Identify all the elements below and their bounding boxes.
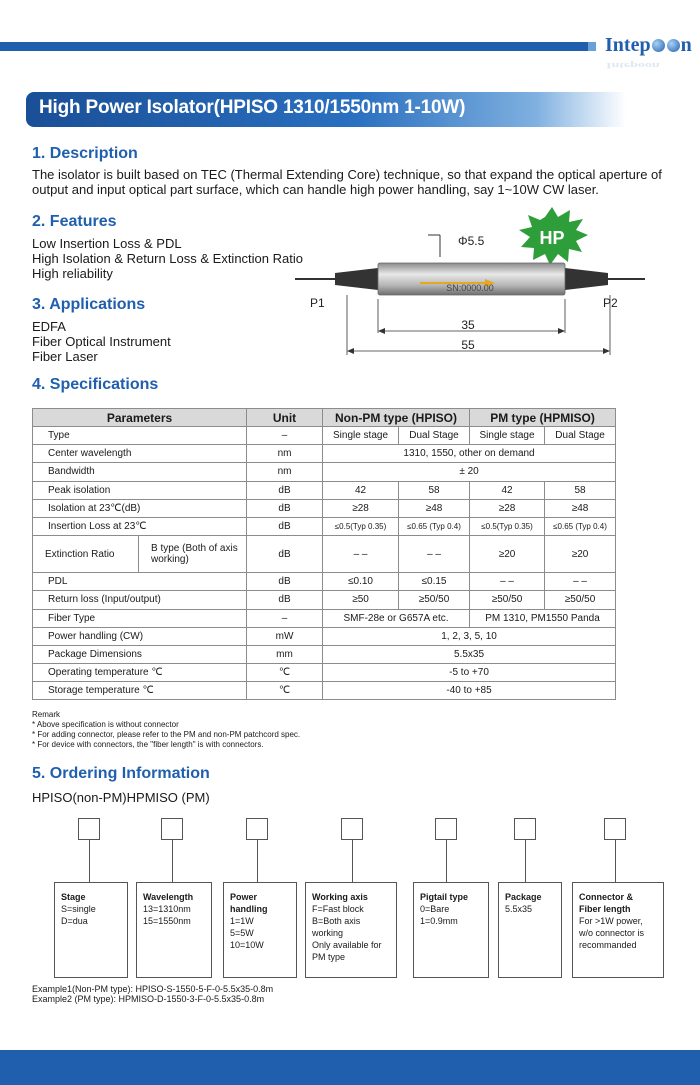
header-pm: PM type (HPMISO) bbox=[470, 409, 616, 427]
header-bar-accent bbox=[588, 42, 596, 51]
table-cell: Center wavelength bbox=[33, 445, 247, 463]
description-heading: 1. Description bbox=[32, 145, 138, 162]
table-cell: dB bbox=[247, 536, 323, 573]
order-card-text: 13=1310nm bbox=[143, 904, 191, 914]
header-bar bbox=[0, 42, 595, 51]
table-cell: SMF-28e or G657A etc. bbox=[323, 609, 470, 627]
table-cell: – – bbox=[399, 536, 470, 573]
table-cell: dB bbox=[247, 499, 323, 517]
table-cell: ≥50/50 bbox=[399, 591, 470, 609]
table-cell: Insertion Loss at 23℃ bbox=[33, 517, 247, 535]
order-card-working-axis bbox=[305, 882, 397, 978]
order-card-text: 5.5x35 bbox=[505, 904, 533, 914]
product-diagram bbox=[290, 205, 650, 370]
table-cell: – – bbox=[545, 573, 616, 591]
logo-text: Intep bbox=[605, 33, 651, 56]
table-cell: PDL bbox=[33, 573, 247, 591]
table-cell: Return loss (Input/output) bbox=[33, 591, 247, 609]
table-cell: -5 to +70 bbox=[323, 664, 616, 682]
table-cell: 42 bbox=[323, 481, 399, 499]
order-card-text: 5=5W bbox=[230, 928, 254, 938]
order-card-text: 10=10W bbox=[230, 940, 264, 950]
ordering-subtitle: HPISO(non-PM)HPMISO (PM) bbox=[32, 790, 210, 805]
order-card-pigtail bbox=[413, 882, 489, 978]
output-fiber bbox=[565, 268, 608, 290]
port2-label: P2 bbox=[603, 296, 618, 310]
order-card-stage bbox=[54, 882, 128, 978]
table-cell: Storage temperature ℃ bbox=[33, 682, 247, 700]
remark-line: * Above specification is without connector bbox=[32, 720, 179, 729]
description-text: The isolator is built based on TEC (Thermal Extending Core) technique, so that expand the optical aperture of output and input optical part surface, which can handle high power handling, say 1~10W CW laser. bbox=[32, 167, 662, 197]
remark-title: Remark bbox=[32, 710, 61, 719]
remark-block bbox=[32, 710, 300, 750]
connector-line bbox=[525, 840, 526, 882]
table-cell: Isolation at 23℃(dB) bbox=[33, 499, 247, 517]
body-label: SN:0000.00 bbox=[446, 283, 494, 293]
order-card-text: Only available for PM type bbox=[312, 940, 382, 962]
table-row bbox=[33, 427, 616, 445]
order-code-box bbox=[341, 818, 363, 840]
feature-item: High reliability bbox=[32, 266, 113, 281]
company-logo bbox=[605, 33, 692, 57]
connector-line bbox=[257, 840, 258, 882]
remark-line: * For adding connector, please refer to the PM and non-PM patchcord spec. bbox=[32, 730, 301, 739]
table-row bbox=[33, 481, 616, 499]
table-cell: – bbox=[247, 427, 323, 445]
order-card-package bbox=[498, 882, 562, 978]
order-card-text: Connector & Fiber length bbox=[579, 892, 633, 914]
table-cell: dB bbox=[247, 481, 323, 499]
table-cell: ≥20 bbox=[470, 536, 545, 573]
table-cell: ≥20 bbox=[545, 536, 616, 573]
table-row bbox=[33, 609, 616, 627]
table-cell: Single stage bbox=[323, 427, 399, 445]
table-cell: mW bbox=[247, 627, 323, 645]
table-cell: Type bbox=[33, 427, 247, 445]
connector-line bbox=[446, 840, 447, 882]
table-cell: – – bbox=[323, 536, 399, 573]
table-cell: Bandwidth bbox=[33, 463, 247, 481]
table-cell: ≥50/50 bbox=[545, 591, 616, 609]
order-code-box bbox=[78, 818, 100, 840]
example-line: Example1(Non-PM type): HPISO-S-1550-5-F-0-5.5x35-0.8m bbox=[32, 984, 274, 994]
table-cell: Dual Stage bbox=[399, 427, 470, 445]
table-cell: PM 1310, PM1550 Panda bbox=[470, 609, 616, 627]
header-parameters: Parameters bbox=[33, 409, 247, 427]
table-cell: 1310, 1550, other on demand bbox=[323, 445, 616, 463]
input-fiber bbox=[335, 268, 378, 290]
order-code-box bbox=[435, 818, 457, 840]
table-cell: – – bbox=[470, 573, 545, 591]
table-header-row bbox=[33, 409, 616, 427]
header-nonpm: Non-PM type (HPISO) bbox=[323, 409, 470, 427]
connector-line bbox=[89, 840, 90, 882]
specifications-table bbox=[32, 408, 616, 700]
order-card-power bbox=[223, 882, 297, 978]
connector-line bbox=[172, 840, 173, 882]
table-row bbox=[33, 445, 616, 463]
order-card-text: Power handling bbox=[230, 892, 268, 914]
ordering-examples bbox=[32, 984, 273, 1004]
logo-reflection: Intepoon bbox=[606, 60, 660, 70]
logo-dot-icon bbox=[667, 39, 680, 52]
port1-label: P1 bbox=[310, 296, 325, 310]
order-card-text: Working axis bbox=[312, 892, 368, 902]
table-cell: Extinction Ratio bbox=[33, 536, 139, 573]
table-cell: 5.5x35 bbox=[323, 645, 616, 663]
order-card-text: 0=Bare bbox=[420, 904, 450, 914]
table-cell: nm bbox=[247, 445, 323, 463]
table-cell: Fiber Type bbox=[33, 609, 247, 627]
table-cell: ≥50/50 bbox=[470, 591, 545, 609]
table-cell: ≥48 bbox=[399, 499, 470, 517]
feature-item: Low Insertion Loss & PDL bbox=[32, 236, 182, 251]
table-cell: ≤0.10 bbox=[323, 573, 399, 591]
application-item: Fiber Laser bbox=[32, 349, 98, 364]
order-card-text: For >1W power, w/o connector is recommanded bbox=[579, 916, 645, 950]
table-cell: ℃ bbox=[247, 664, 323, 682]
table-cell: ≤0.65 (Typ 0.4) bbox=[399, 517, 470, 535]
page-title: High Power Isolator(HPISO 1310/1550nm 1-10W) bbox=[39, 97, 466, 118]
table-cell: ≥48 bbox=[545, 499, 616, 517]
order-card-text: F=Fast block bbox=[312, 904, 364, 914]
table-cell: -40 to +85 bbox=[323, 682, 616, 700]
order-code-box bbox=[161, 818, 183, 840]
table-row bbox=[33, 536, 616, 573]
table-cell: nm bbox=[247, 463, 323, 481]
applications-heading: 3. Applications bbox=[32, 296, 146, 313]
order-card-text: S=single bbox=[61, 904, 96, 914]
table-cell: ≥50 bbox=[323, 591, 399, 609]
features-heading: 2. Features bbox=[32, 213, 117, 230]
order-code-box bbox=[246, 818, 268, 840]
table-cell: Single stage bbox=[470, 427, 545, 445]
table-cell: ≤0.5(Typ 0.35) bbox=[470, 517, 545, 535]
dimension-55-label: 55 bbox=[461, 338, 475, 352]
table-cell: ≤0.15 bbox=[399, 573, 470, 591]
footer-bar bbox=[0, 1050, 700, 1085]
order-card-text: Wavelength bbox=[143, 892, 194, 902]
table-row bbox=[33, 517, 616, 535]
table-row bbox=[33, 591, 616, 609]
hp-badge-label: HP bbox=[539, 228, 565, 248]
table-cell: B type (Both of axis working) bbox=[139, 536, 247, 573]
logo-text: n bbox=[680, 33, 692, 56]
logo-dot-icon bbox=[652, 39, 665, 52]
table-row bbox=[33, 645, 616, 663]
table-row bbox=[33, 682, 616, 700]
table-row bbox=[33, 664, 616, 682]
table-cell: ± 20 bbox=[323, 463, 616, 481]
table-cell: 58 bbox=[545, 481, 616, 499]
table-cell: dB bbox=[247, 591, 323, 609]
table-cell: Peak isolation bbox=[33, 481, 247, 499]
table-cell: ≥28 bbox=[470, 499, 545, 517]
order-card-connector bbox=[572, 882, 664, 978]
table-cell: Package Dimensions bbox=[33, 645, 247, 663]
table-cell: Dual Stage bbox=[545, 427, 616, 445]
table-cell: – bbox=[247, 609, 323, 627]
specifications-heading: 4. Specifications bbox=[32, 376, 159, 393]
ordering-heading: 5. Ordering Information bbox=[32, 765, 210, 782]
table-cell: ≤0.65 (Typ 0.4) bbox=[545, 517, 616, 535]
application-item: EDFA bbox=[32, 319, 66, 334]
table-cell: ≤0.5(Typ 0.35) bbox=[323, 517, 399, 535]
table-cell: dB bbox=[247, 573, 323, 591]
table-cell: 58 bbox=[399, 481, 470, 499]
order-card-text: Pigtail type bbox=[420, 892, 469, 902]
application-item: Fiber Optical Instrument bbox=[32, 334, 171, 349]
order-code-box bbox=[604, 818, 626, 840]
order-card-text: 15=1550nm bbox=[143, 916, 191, 926]
dimension-35-label: 35 bbox=[461, 318, 475, 332]
order-card-text: 1=1W bbox=[230, 916, 254, 926]
order-card-text: Stage bbox=[61, 892, 86, 902]
order-card-text: 1=0.9mm bbox=[420, 916, 458, 926]
order-code-box bbox=[514, 818, 536, 840]
order-card-wavelength bbox=[136, 882, 212, 978]
table-cell: 1, 2, 3, 5, 10 bbox=[323, 627, 616, 645]
example-line: Example2 (PM type): HPMISO-D-1550-3-F-0-5.5x35-0.8m bbox=[32, 994, 265, 1004]
order-card-text: B=Both axis working bbox=[312, 916, 361, 938]
table-row bbox=[33, 627, 616, 645]
header-unit: Unit bbox=[247, 409, 323, 427]
table-cell: dB bbox=[247, 517, 323, 535]
order-card-text: D=dua bbox=[61, 916, 88, 926]
connector-line bbox=[352, 840, 353, 882]
table-cell: mm bbox=[247, 645, 323, 663]
table-cell: Power handling (CW) bbox=[33, 627, 247, 645]
table-cell: Operating temperature ℃ bbox=[33, 664, 247, 682]
table-row bbox=[33, 499, 616, 517]
order-card-text: Package bbox=[505, 892, 542, 902]
table-row bbox=[33, 463, 616, 481]
connector-line bbox=[615, 840, 616, 882]
table-row bbox=[33, 573, 616, 591]
table-cell: ℃ bbox=[247, 682, 323, 700]
diameter-label: Φ5.5 bbox=[458, 234, 485, 248]
feature-item: High Isolation & Return Loss & Extinction Ratio bbox=[32, 251, 303, 266]
remark-line: * For device with connectors, the "fiber length" is with connectors. bbox=[32, 740, 264, 749]
table-cell: 42 bbox=[470, 481, 545, 499]
table-cell: ≥28 bbox=[323, 499, 399, 517]
